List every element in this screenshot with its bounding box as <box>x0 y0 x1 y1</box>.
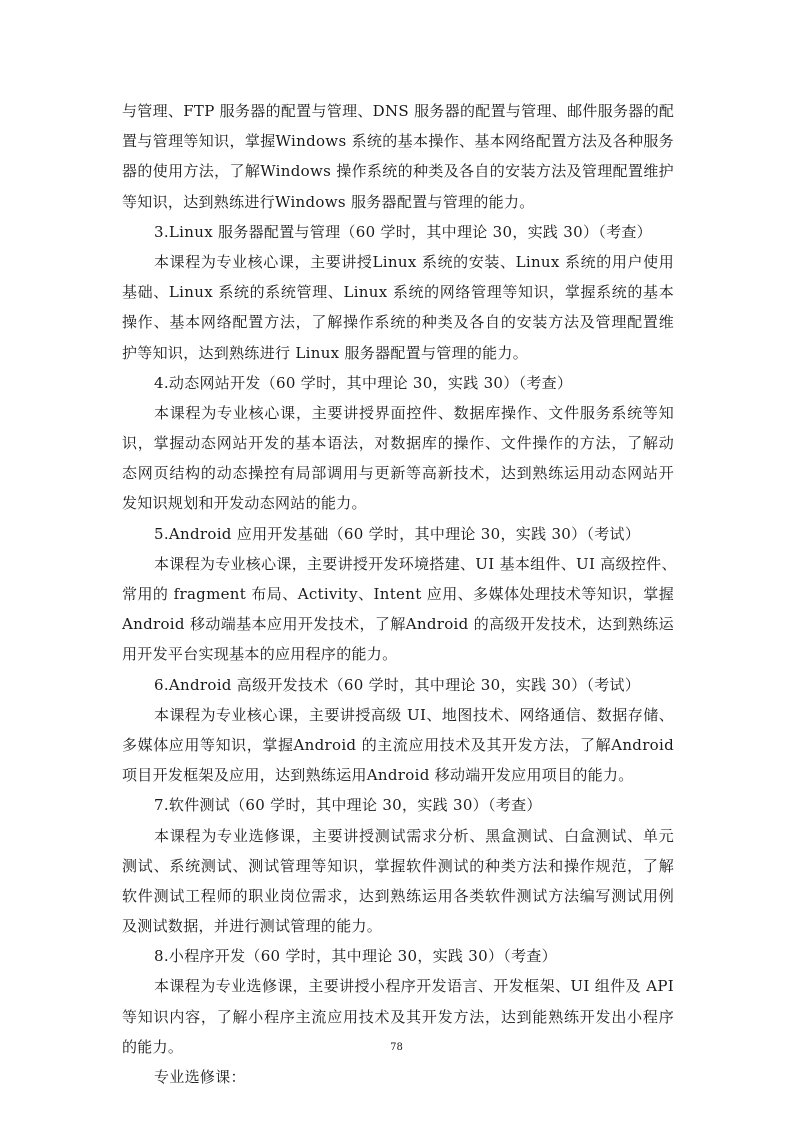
text-line: 用开发平台实现基本的应用程序的能力。 <box>122 645 398 664</box>
text-line: 操作、基本网络配置方法，了解操作系统的种类及各自的安装方法及管理配置维 <box>122 313 674 332</box>
text-line: 常用的 fragment 布局、Activity、Intent 应用、多媒体处理技术等知识，掌握 <box>122 585 674 603</box>
text-line: 护等知识，达到熟练进行 Linux 服务器配置与管理的能力。 <box>122 343 529 362</box>
section-heading: 4.动态网站开发（60 学时，其中理论 30，实践 30）（考查） <box>154 373 573 392</box>
text-line: 识，掌握动态网站开发的基本语法，对数据库的操作、文件操作的方法，了解动 <box>122 434 674 453</box>
text-line: Android 移动端基本应用开发技术，了解Android 的高级开发技术，达到熟练运 <box>122 615 674 634</box>
section-heading: 8.小程序开发（60 学时，其中理论 30，实践 30）（考查） <box>154 947 557 966</box>
text-line: 置与管理等知识，掌握Windows 系统的基本操作、基本网络配置方法及各种服务 <box>122 132 674 151</box>
text-line: 的能力。 <box>122 1037 184 1056</box>
section-heading: 5.Android 应用开发基础（60 学时，其中理论 30，实践 30）（考试） <box>154 524 641 543</box>
section-heading: 7.软件测试（60 学时，其中理论 30，实践 30）（考查） <box>154 796 542 815</box>
paragraph <box>122 700 674 791</box>
section-heading: 6.Android 高级开发技术（60 学时，其中理论 30，实践 30）（考试） <box>154 675 641 694</box>
page-body <box>122 96 677 1092</box>
text-line: 测试、系统测试、测试管理等知识，掌握软件测试的种类方法和操作规范，了解 <box>122 856 674 875</box>
text-line: 发知识规划和开发动态网站的能力。 <box>122 494 367 513</box>
text-line: 本课程为专业核心课，主要讲授Linux 系统的安装、Linux 系统的用户使用 <box>154 252 674 271</box>
section-heading: 专业选修课： <box>154 1068 246 1086</box>
text-line: 器的使用方法，了解Windows 操作系统的种类及各自的安装方法及管理配置维护 <box>122 162 674 181</box>
text-line: 本课程为专业选修课，主要讲授测试需求分析、黑盒测试、白盒测试、单元 <box>154 826 674 845</box>
text-line: 及测试数据，并进行测试管理的能力。 <box>122 917 383 936</box>
text-line: 本课程为专业核心课，主要讲授开发环境搭建、UI 基本组件、UI 高级控件、 <box>154 554 677 573</box>
text-line: 等知识内容，了解小程序主流应用技术及其开发方法，达到能熟练开发出小程序 <box>122 1007 674 1026</box>
page-number: 78 <box>390 1042 403 1053</box>
text-line: 软件测试工程师的职业岗位需求，达到熟练运用各类软件测试方法编写测试用例 <box>122 886 674 905</box>
text-line: 态网页结构的动态操控有局部调用与更新等高新技术，达到熟练运用动态网站开 <box>122 464 674 483</box>
text-line: 本课程为专业选修课，主要讲授小程序开发语言、开发框架、UI 组件及 API <box>154 977 674 996</box>
paragraph <box>122 398 674 519</box>
text-line: 多媒体应用等知识，掌握Android 的主流应用技术及其开发方法，了解Android <box>122 735 674 754</box>
text-line: 基础、Linux 系统的系统管理、Linux 系统的网络管理等知识，掌握系统的基本 <box>122 283 674 302</box>
text-line: 本课程为专业核心课，主要讲授界面控件、数据库操作、文件服务系统等知 <box>154 403 674 422</box>
paragraph <box>122 96 674 217</box>
text-line: 与管理、FTP 服务器的配置与管理、DNS 服务器的配置与管理、邮件服务器的配 <box>122 102 675 120</box>
section-heading: 3.Linux 服务器配置与管理（60 学时，其中理论 30，实践 30）（考查） <box>154 222 652 241</box>
paragraph <box>122 821 674 942</box>
paragraph <box>122 549 677 670</box>
text-line: 项目开发框架及应用，达到熟练运用Android 移动端开发应用项目的能力。 <box>122 766 634 785</box>
text-line: 本课程为专业核心课，主要讲授高级 UI、地图技术、网络通信、数据存储、 <box>154 705 674 724</box>
text-line: 等知识，达到熟练进行Windows 服务器配置与管理的能力。 <box>122 192 535 211</box>
paragraph <box>122 247 674 368</box>
